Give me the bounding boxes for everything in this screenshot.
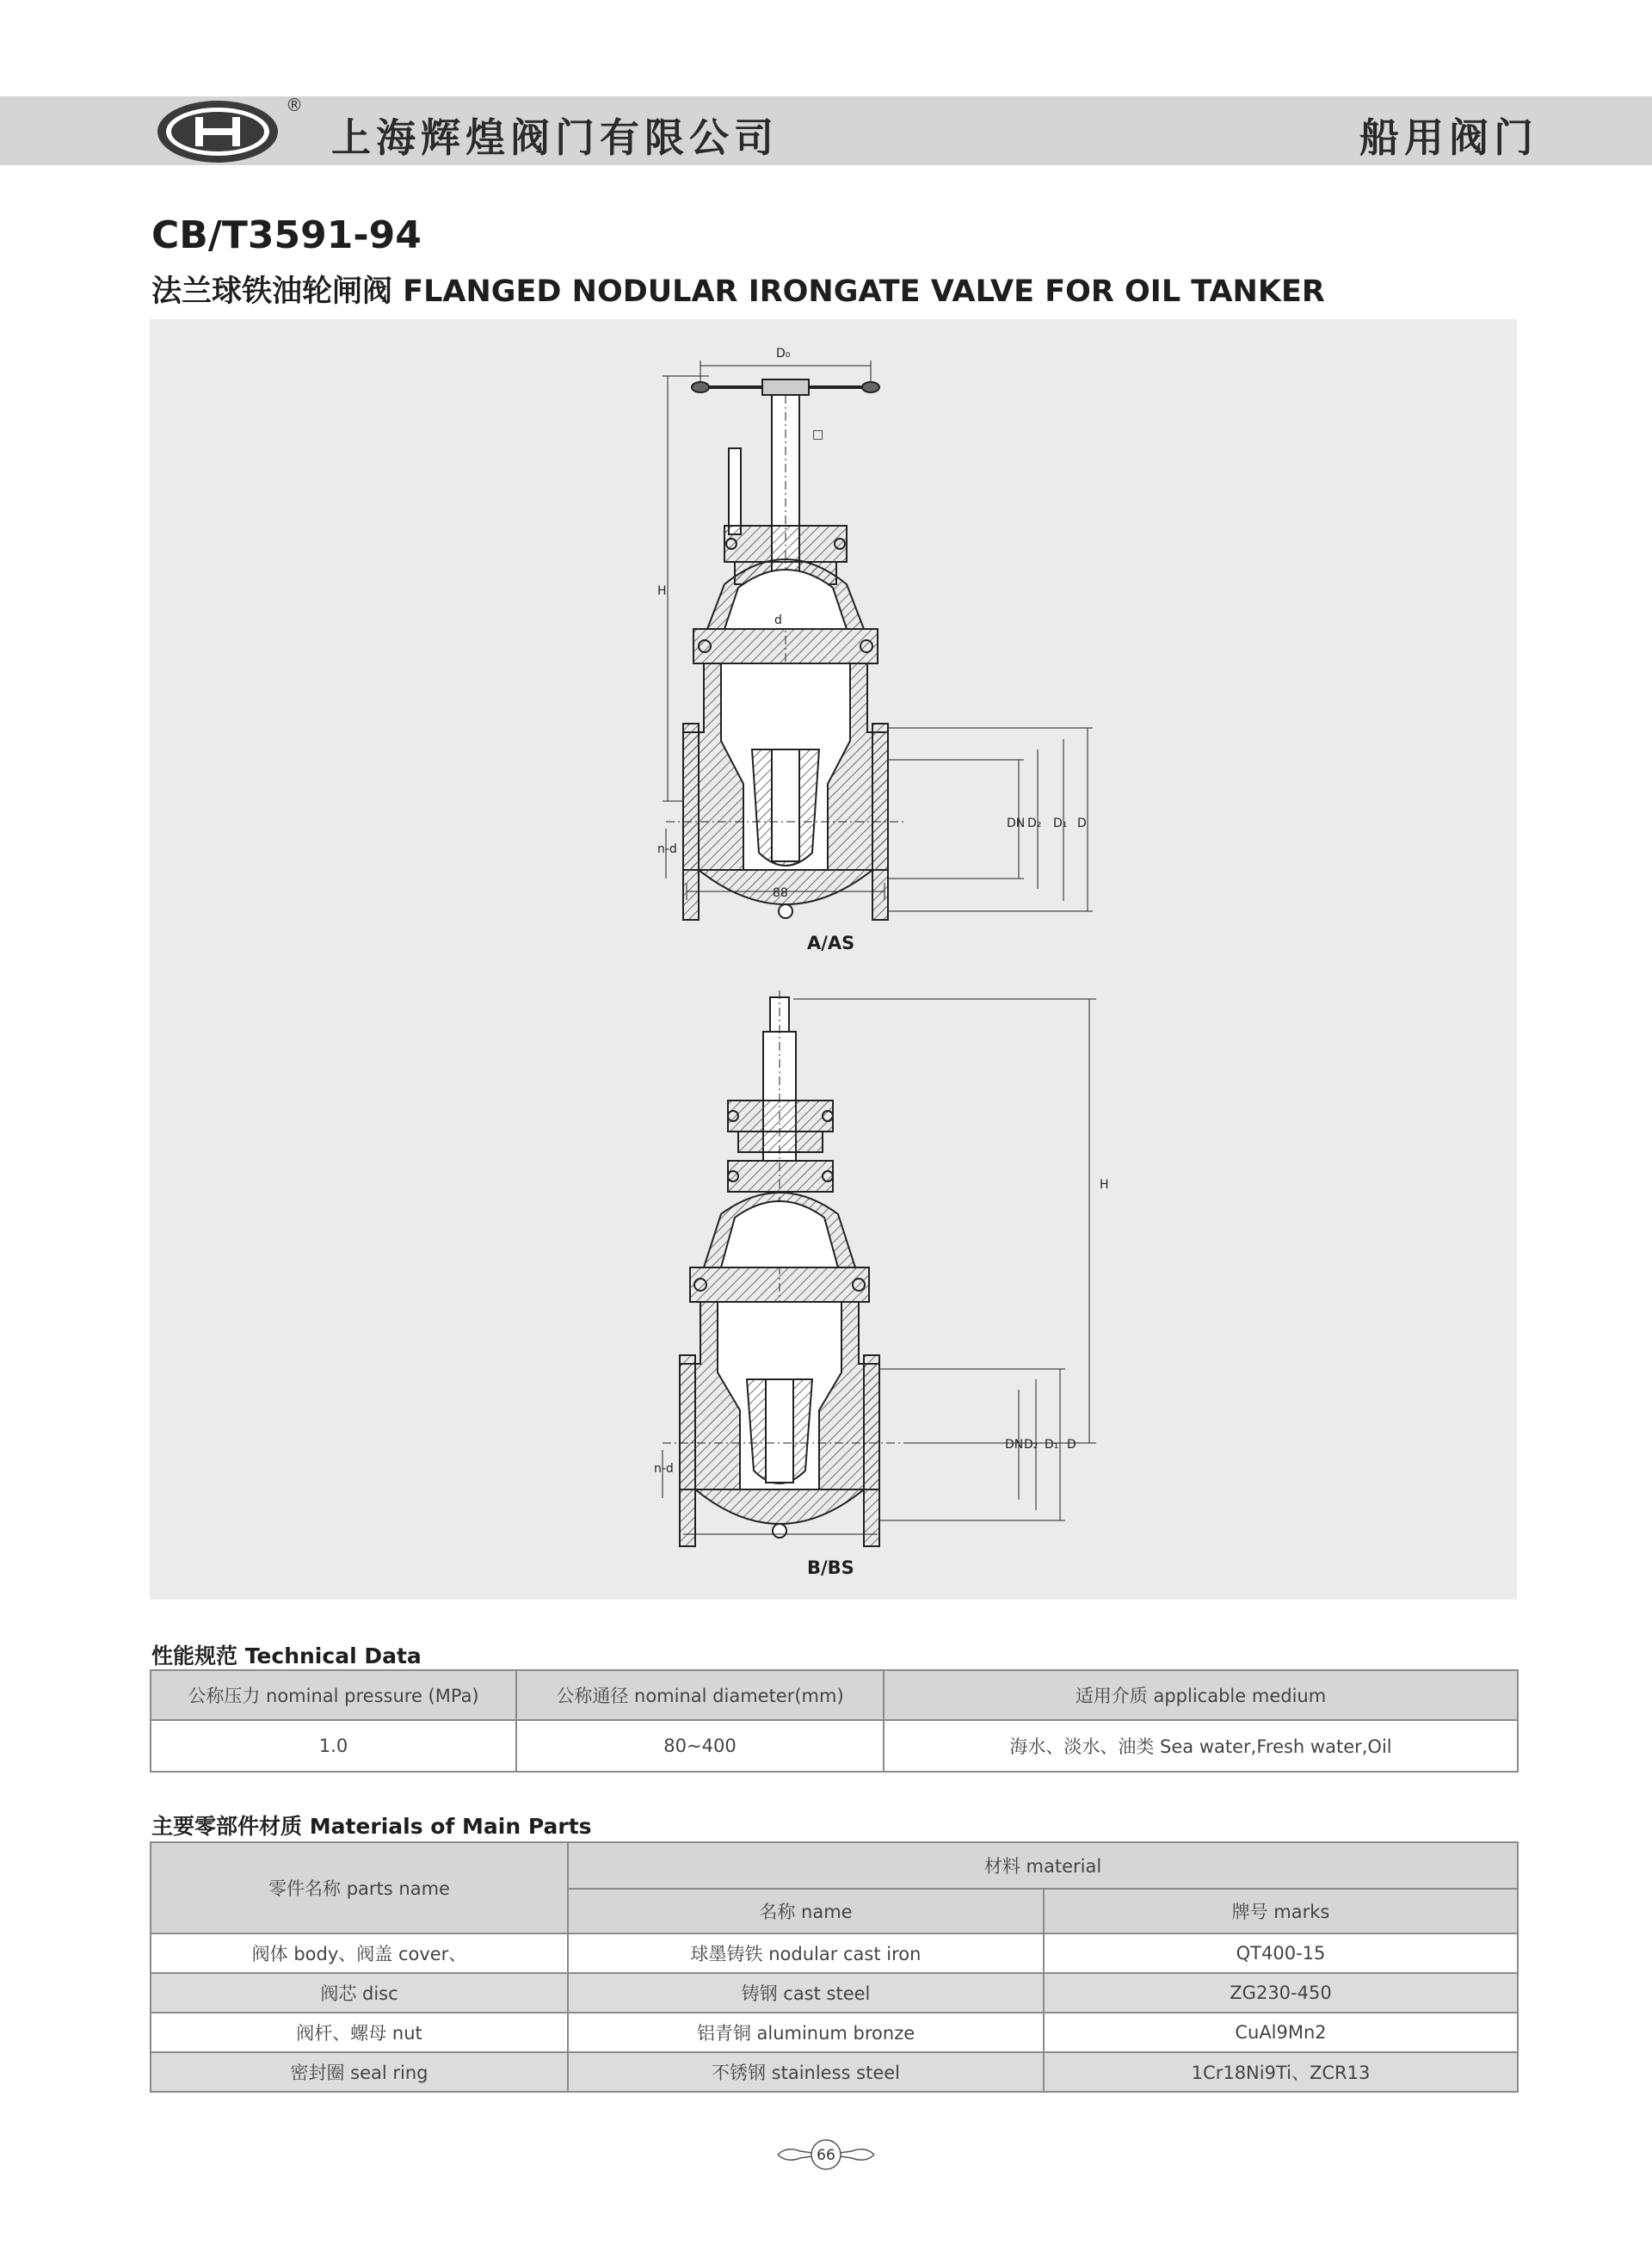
table-row bbox=[151, 2052, 1518, 2092]
drawing-panel bbox=[150, 319, 1517, 1600]
dim-d-a: d bbox=[774, 614, 782, 627]
page-number-badge bbox=[774, 2136, 878, 2174]
materials-title: 主要零部件材质 Materials of Main Parts bbox=[151, 1814, 592, 1839]
company-logo bbox=[155, 98, 280, 165]
header-material-marks: 牌号 marks bbox=[1044, 1889, 1518, 1933]
cell-part: 阀体 body、阀盖 cover、 bbox=[151, 1933, 568, 1973]
registered-mark: ® bbox=[286, 95, 303, 115]
cell-material-mark: 1Cr18Ni9Ti、ZCR13 bbox=[1044, 2052, 1518, 2092]
cell-material-mark: QT400-15 bbox=[1044, 1933, 1518, 1973]
dim-d2-b: D₂ bbox=[1024, 1438, 1039, 1452]
dim-D-b: D bbox=[1067, 1438, 1076, 1452]
header-material: 材料 material bbox=[568, 1842, 1518, 1889]
cell-material-name: 铝青铜 aluminum bronze bbox=[568, 2013, 1044, 2052]
dim-d0-a: D₀ bbox=[776, 347, 791, 361]
header-applicable-medium: 适用介质 applicable medium bbox=[884, 1670, 1518, 1720]
dim-d1-a: D₁ bbox=[1053, 817, 1068, 830]
dim-d2-a: D₂ bbox=[1027, 817, 1042, 830]
standard-number: CB/T3591-94 bbox=[151, 213, 422, 257]
technical-data-header-row bbox=[151, 1670, 1518, 1720]
figure-label-b: B/BS bbox=[807, 1557, 854, 1578]
table-row bbox=[151, 1973, 1518, 2013]
technical-data-table bbox=[150, 1669, 1519, 1773]
technical-data-title: 性能规范 Technical Data bbox=[151, 1643, 422, 1668]
cell-applicable-medium: 海水、淡水、油类 Sea water,Fresh water,Oil bbox=[884, 1720, 1518, 1772]
dim-square-a: □ bbox=[812, 428, 824, 441]
product-title: 法兰球铁油轮闸阀 FLANGED NODULAR IRONGATE VALVE FOR OIL TANKER bbox=[151, 274, 1325, 309]
dim-length-a: 88 bbox=[773, 886, 788, 900]
cell-part: 阀杆、螺母 nut bbox=[151, 2013, 568, 2052]
dim-d1-b: D₁ bbox=[1045, 1438, 1059, 1452]
cell-material-mark: CuAl9Mn2 bbox=[1044, 2013, 1518, 2052]
page-number: 66 bbox=[817, 2147, 835, 2164]
valve-drawing-a bbox=[663, 361, 1093, 920]
header-material-name: 名称 name bbox=[568, 1889, 1044, 1933]
dim-bolts-b: n-d bbox=[654, 1462, 674, 1476]
dim-D-a: D bbox=[1077, 817, 1087, 830]
cell-material-name: 不锈钢 stainless steel bbox=[568, 2052, 1044, 2092]
valve-drawings bbox=[150, 319, 1517, 1600]
cell-part: 密封圈 seal ring bbox=[151, 2052, 568, 2092]
dim-h-a: H bbox=[657, 584, 667, 598]
materials-table bbox=[150, 1841, 1519, 2093]
dim-h-b: H bbox=[1100, 1178, 1109, 1192]
cell-nominal-diameter: 80~400 bbox=[516, 1720, 884, 1772]
cell-material-mark: ZG230-450 bbox=[1044, 1973, 1518, 2013]
table-row bbox=[151, 2013, 1518, 2052]
cell-part: 阀芯 disc bbox=[151, 1973, 568, 2013]
cell-nominal-pressure: 1.0 bbox=[151, 1720, 516, 1772]
cell-material-name: 球墨铸铁 nodular cast iron bbox=[568, 1933, 1044, 1973]
header-parts-name: 零件名称 parts name bbox=[151, 1842, 568, 1933]
header-nominal-pressure: 公称压力 nominal pressure (MPa) bbox=[151, 1670, 516, 1720]
technical-data-row bbox=[151, 1720, 1518, 1772]
dim-bolts-a: n-d bbox=[657, 842, 677, 856]
product-category: 船用阀门 bbox=[1359, 114, 1538, 161]
figure-label-a: A/AS bbox=[807, 933, 855, 953]
dim-dn-a: DN bbox=[1007, 817, 1026, 830]
materials-header-row-1 bbox=[151, 1842, 1518, 1889]
cell-material-name: 铸钢 cast steel bbox=[568, 1973, 1044, 2013]
company-name: 上海辉煌阀门有限公司 bbox=[331, 114, 779, 161]
dim-dn-b: DN bbox=[1005, 1438, 1024, 1452]
table-row bbox=[151, 1933, 1518, 1973]
header-nominal-diameter: 公称通径 nominal diameter(mm) bbox=[516, 1670, 884, 1720]
valve-drawing-b bbox=[663, 990, 1096, 1546]
